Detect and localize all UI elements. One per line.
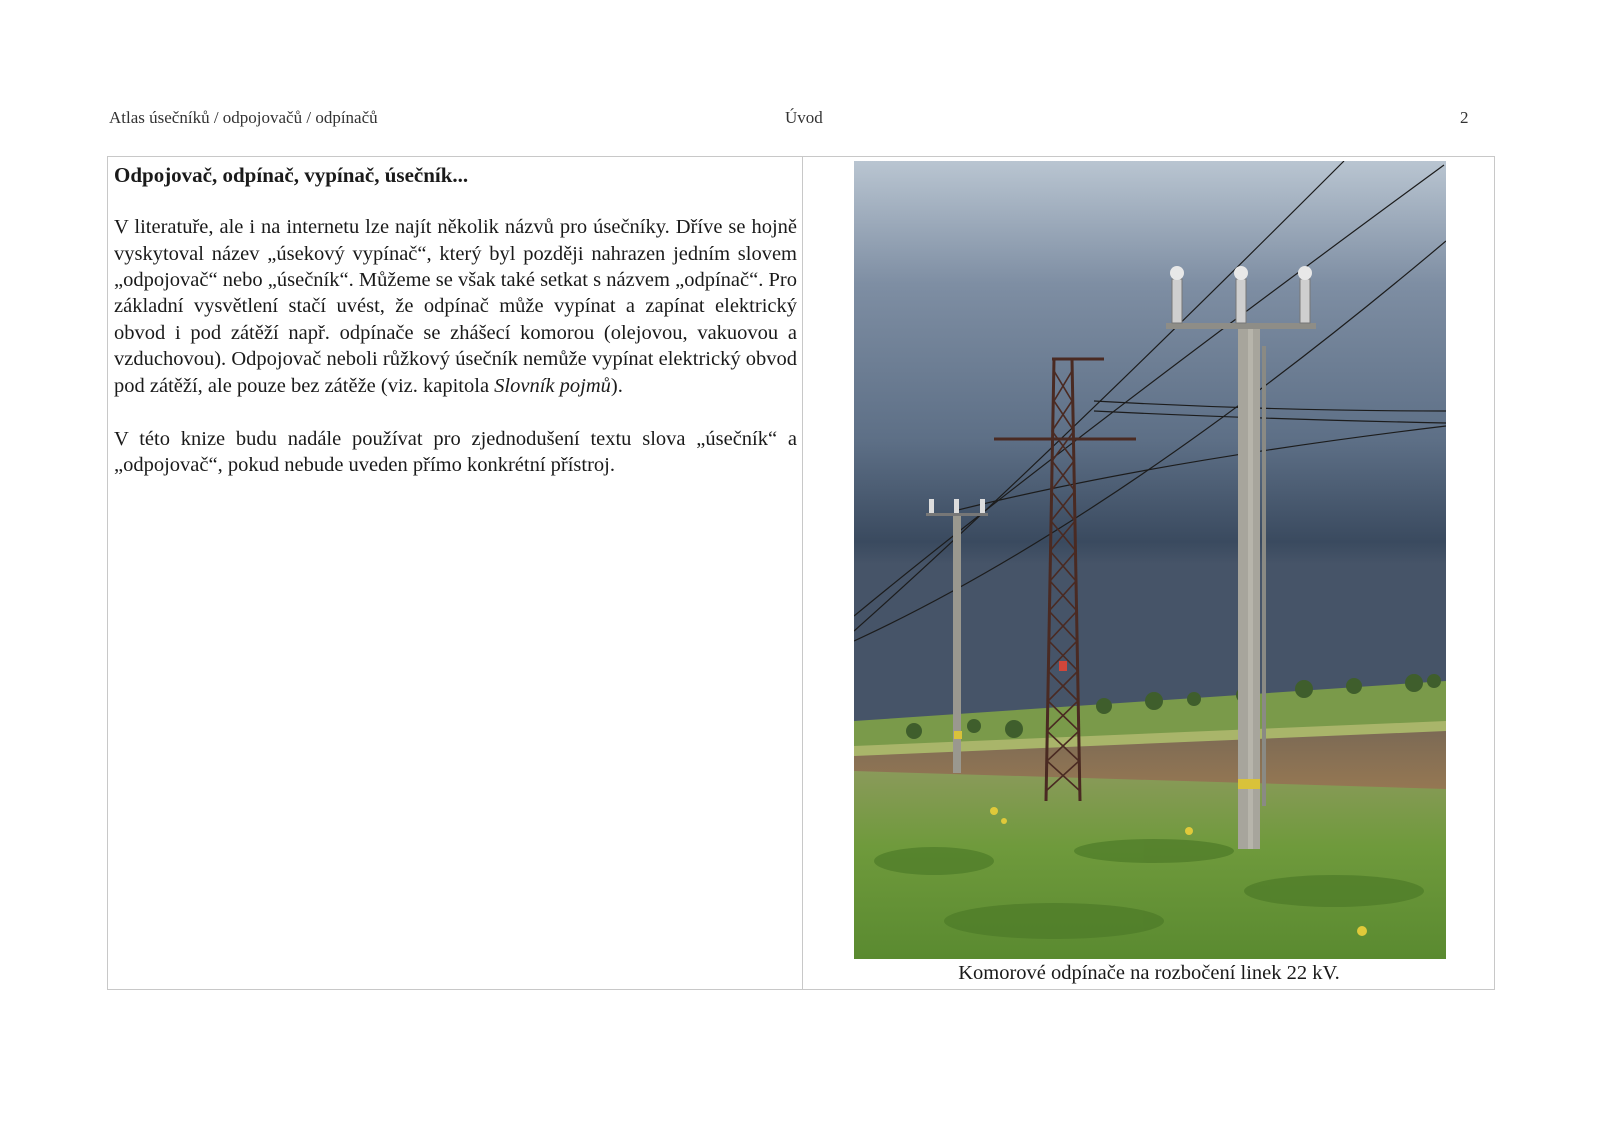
paragraph-1	[114, 214, 797, 399]
power-line-photo	[854, 161, 1446, 959]
content-frame	[107, 156, 1495, 990]
figure-caption: Komorové odpínače na rozbočení linek 22 kV.	[958, 962, 1340, 984]
paragraph-1-end: ).	[610, 374, 623, 397]
section-heading: Odpojovač, odpínač, vypínač, úsečník...	[114, 163, 469, 187]
paragraph-1-text: V literatuře, ale i na internetu lze najít několik názvů pro úsečníky. Dříve se hojně vyskytoval název „úsekový vypínač“, který byl později nahrazen jedním slovem „odpojovač“ nebo „úsečník“. Můžeme se však také setkat s názvem „odpínač“. Pro základní vysvětlení stačí uvést, že odpínač může vypínat a zapínat elektrický obvod i pod zátěží např. odpínače se zhášecí komorou (olejovou, vakuovou a vzduchovou). Odpojovač neboli růžkový úsečník nemůže vypínat elektrický obvod pod zátěží, ale pouze bez zátěže (viz. kapitola	[114, 216, 797, 397]
header-page-number: 2	[1460, 108, 1469, 127]
column-divider	[802, 157, 803, 989]
glossary-reference: Slovník pojmů	[494, 374, 611, 397]
page-header	[0, 108, 1600, 132]
text-column	[114, 163, 797, 506]
paragraph-2: V této knize budu nadále používat pro zjednodušení textu slova „úsečník“ a „odpojovač“, pokud nebude uveden přímo konkrétní přístroj.	[114, 427, 797, 477]
header-book-title: Atlas úsečníků / odpojovačů / odpínačů	[109, 108, 378, 127]
header-section-title: Úvod	[785, 108, 823, 127]
